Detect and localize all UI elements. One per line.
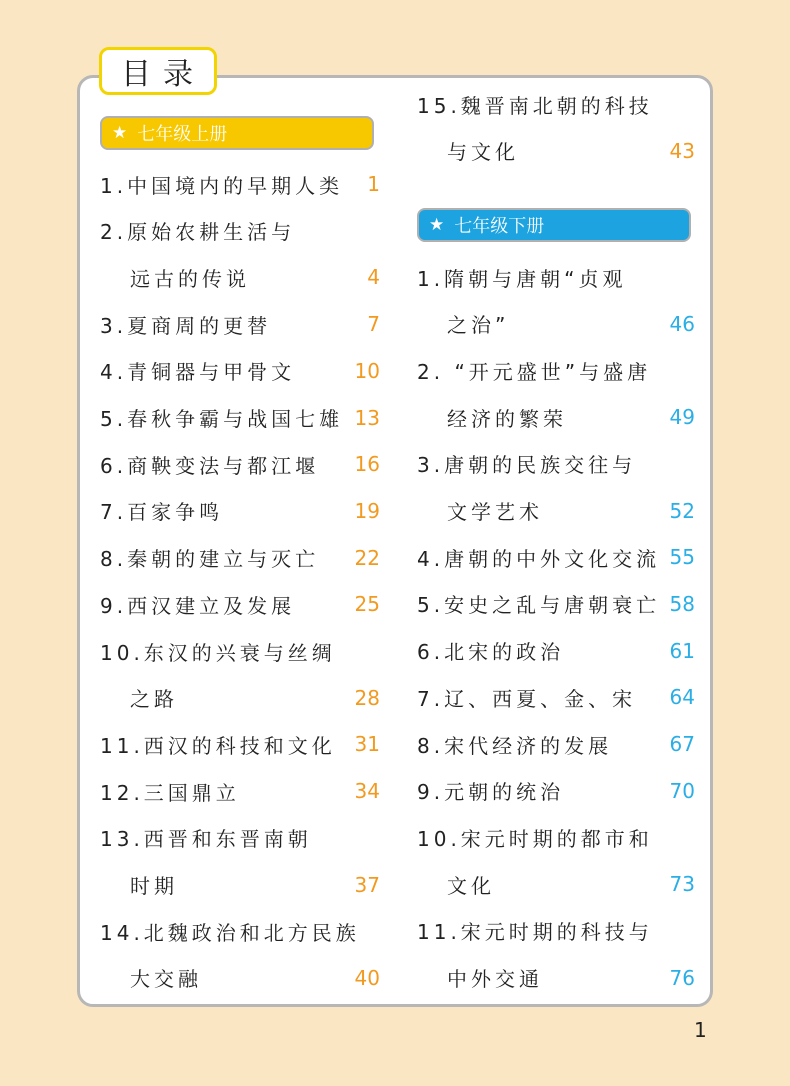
toc-page-number: 40 [354, 965, 380, 990]
left-toc-entry-line [100, 678, 380, 718]
right-toc-entry-line [417, 84, 695, 124]
toc-entry-text: 与文化 [447, 140, 519, 165]
left-toc-entry-line [100, 164, 380, 204]
right-toc-entry-line [417, 491, 695, 531]
toc-entry-text: 9.元朝的统治 [417, 780, 565, 805]
toc-entry-text: 中外交通 [447, 967, 543, 991]
toc-entry-text: 5.春秋争霸与战国七雄 [100, 407, 344, 431]
left-toc-entry-line [100, 724, 380, 764]
toc-entry-text: 4.青铜器与甲骨文 [100, 360, 296, 385]
toc-page-number: 7 [367, 312, 380, 337]
toc-page-number: 31 [354, 732, 380, 757]
toc-entry-text: 远古的传说 [130, 266, 250, 291]
toc-page-number: 34 [354, 779, 380, 804]
left-toc-entry-line [100, 865, 380, 905]
toc-page-number: 25 [354, 592, 380, 617]
right-toc-entry-line [417, 584, 695, 624]
toc-page-number: 55 [669, 545, 695, 570]
toc-page-number: 28 [354, 685, 380, 710]
right-toc-entry-line [417, 677, 695, 717]
toc-entry-text: 5.安史之乱与唐朝衰亡 [417, 593, 661, 618]
toc-entry-text: 10.东汉的兴衰与丝绸 [100, 640, 336, 665]
toc-entry-text: 10.宋元时期的都市和 [417, 826, 653, 851]
toc-page-number: 52 [669, 498, 695, 523]
toc-page-number: 16 [354, 452, 380, 477]
right-toc-entry-line [417, 724, 695, 764]
left-toc-entry-line [100, 584, 380, 624]
left-toc-entry-line [100, 304, 380, 344]
toc-entry-text: 7.百家争鸣 [100, 500, 224, 525]
toc-entry-text: 11.宋元时期的科技与 [417, 920, 653, 945]
toc-entry-text: 11.西汉的科技和文化 [100, 733, 336, 758]
right-toc-entry-line [417, 631, 695, 671]
star-icon: ★ [112, 123, 128, 143]
toc-entry-text: 3.唐朝的民族交往与 [417, 453, 637, 478]
toc-entry-text: 8.秦朝的建立与灭亡 [100, 547, 320, 572]
toc-entry-text: 经济的繁荣 [447, 406, 567, 431]
toc-page-number: 46 [669, 311, 695, 336]
toc-page-number: 76 [669, 965, 695, 990]
left-toc-entry-line [100, 444, 380, 484]
right-toc-entry-line [417, 864, 695, 904]
toc-page-number: 37 [354, 872, 380, 897]
toc-page-number: 4 [367, 265, 380, 290]
left-toc-entry-line [100, 771, 380, 811]
page-number: 1 [694, 1018, 707, 1042]
toc-entry-text: 8.宋代经济的发展 [417, 733, 613, 758]
toc-page-number: 43 [669, 138, 695, 163]
toc-entry-text: 文学艺术 [447, 500, 543, 524]
right-toc-entry-line [417, 257, 695, 297]
toc-entry-text: 4.唐朝的中外文化交流 [417, 546, 661, 571]
toc-page-number: 19 [354, 498, 380, 523]
toc-entry-text: 之治” [447, 313, 510, 338]
toc-page-number: 13 [354, 405, 380, 430]
right-toc-entry-line [417, 304, 695, 344]
header-label: 七年级上册 [137, 124, 228, 145]
left-toc-entry-line [100, 398, 380, 438]
toc-page-number: 58 [669, 591, 695, 616]
right-toc-entry-line [417, 817, 695, 857]
toc-page-number: 70 [669, 778, 695, 803]
right-toc-entry-line [417, 444, 695, 484]
toc-entry-text: 3.夏商周的更替 [100, 313, 272, 338]
left-toc-entry-line [100, 818, 380, 858]
toc-entry-text: 9.西汉建立及发展 [100, 593, 296, 618]
right-toc-entry-line [417, 350, 695, 390]
toc-page-number: 61 [669, 638, 695, 663]
toc-page-number: 1 [367, 172, 380, 196]
toc-entry-text: 1.中国境内的早期人类 [100, 173, 344, 198]
toc-title: 目录 [99, 47, 217, 95]
left-toc-entry-line [100, 631, 380, 671]
left-toc-entry-line [100, 958, 380, 998]
toc-entry-text: 之路 [130, 687, 178, 712]
toc-entry-text: 12.三国鼎立 [100, 780, 240, 805]
left-toc-entry-line [100, 257, 380, 297]
right-toc-entry-line [417, 397, 695, 437]
toc-entry-text: 15.魏晋南北朝的科技 [417, 93, 653, 118]
left-toc-entry-line [100, 538, 380, 578]
toc-entry-text: 文化 [447, 873, 495, 898]
left-toc-entry-line [100, 351, 380, 391]
toc-entry-text: 1.隋朝与唐朝“贞观 [417, 266, 627, 291]
toc-entry-text: 6.北宋的政治 [417, 640, 565, 665]
grade7-second-term-header [417, 208, 691, 242]
toc-entry-text: 2. “开元盛世”与盛唐 [417, 359, 652, 384]
toc-page-number: 22 [354, 545, 380, 570]
toc-entry-text: 13.西晋和东晋南朝 [100, 827, 312, 852]
toc-page-number: 49 [669, 405, 695, 430]
toc-page-number: 67 [669, 732, 695, 756]
left-toc-entry-line [100, 211, 380, 251]
toc-entry-text: 14.北魏政治和北方民族 [100, 920, 360, 945]
grade7-first-term-header [100, 116, 374, 150]
left-toc-entry-line [100, 911, 380, 951]
toc-entry-text: 2.原始农耕生活与 [100, 220, 296, 245]
right-toc-entry-line [417, 958, 695, 998]
right-toc-entry-line [417, 131, 695, 171]
toc-page-number: 73 [669, 872, 695, 897]
toc-page-number: 10 [354, 358, 380, 383]
left-toc-entry-line [100, 491, 380, 531]
right-toc-entry-line [417, 771, 695, 811]
toc-entry-text: 大交融 [130, 967, 202, 992]
right-toc-entry-line [417, 537, 695, 577]
star-icon: ★ [429, 215, 445, 235]
header-label: 七年级下册 [454, 216, 545, 237]
toc-entry-text: 6.商鞅变法与都江堰 [100, 453, 320, 478]
toc-page-number: 64 [669, 685, 695, 710]
toc-entry-text: 7.辽、西夏、金、宋 [417, 686, 637, 711]
right-toc-entry-line [417, 911, 695, 951]
toc-entry-text: 时期 [130, 874, 178, 898]
